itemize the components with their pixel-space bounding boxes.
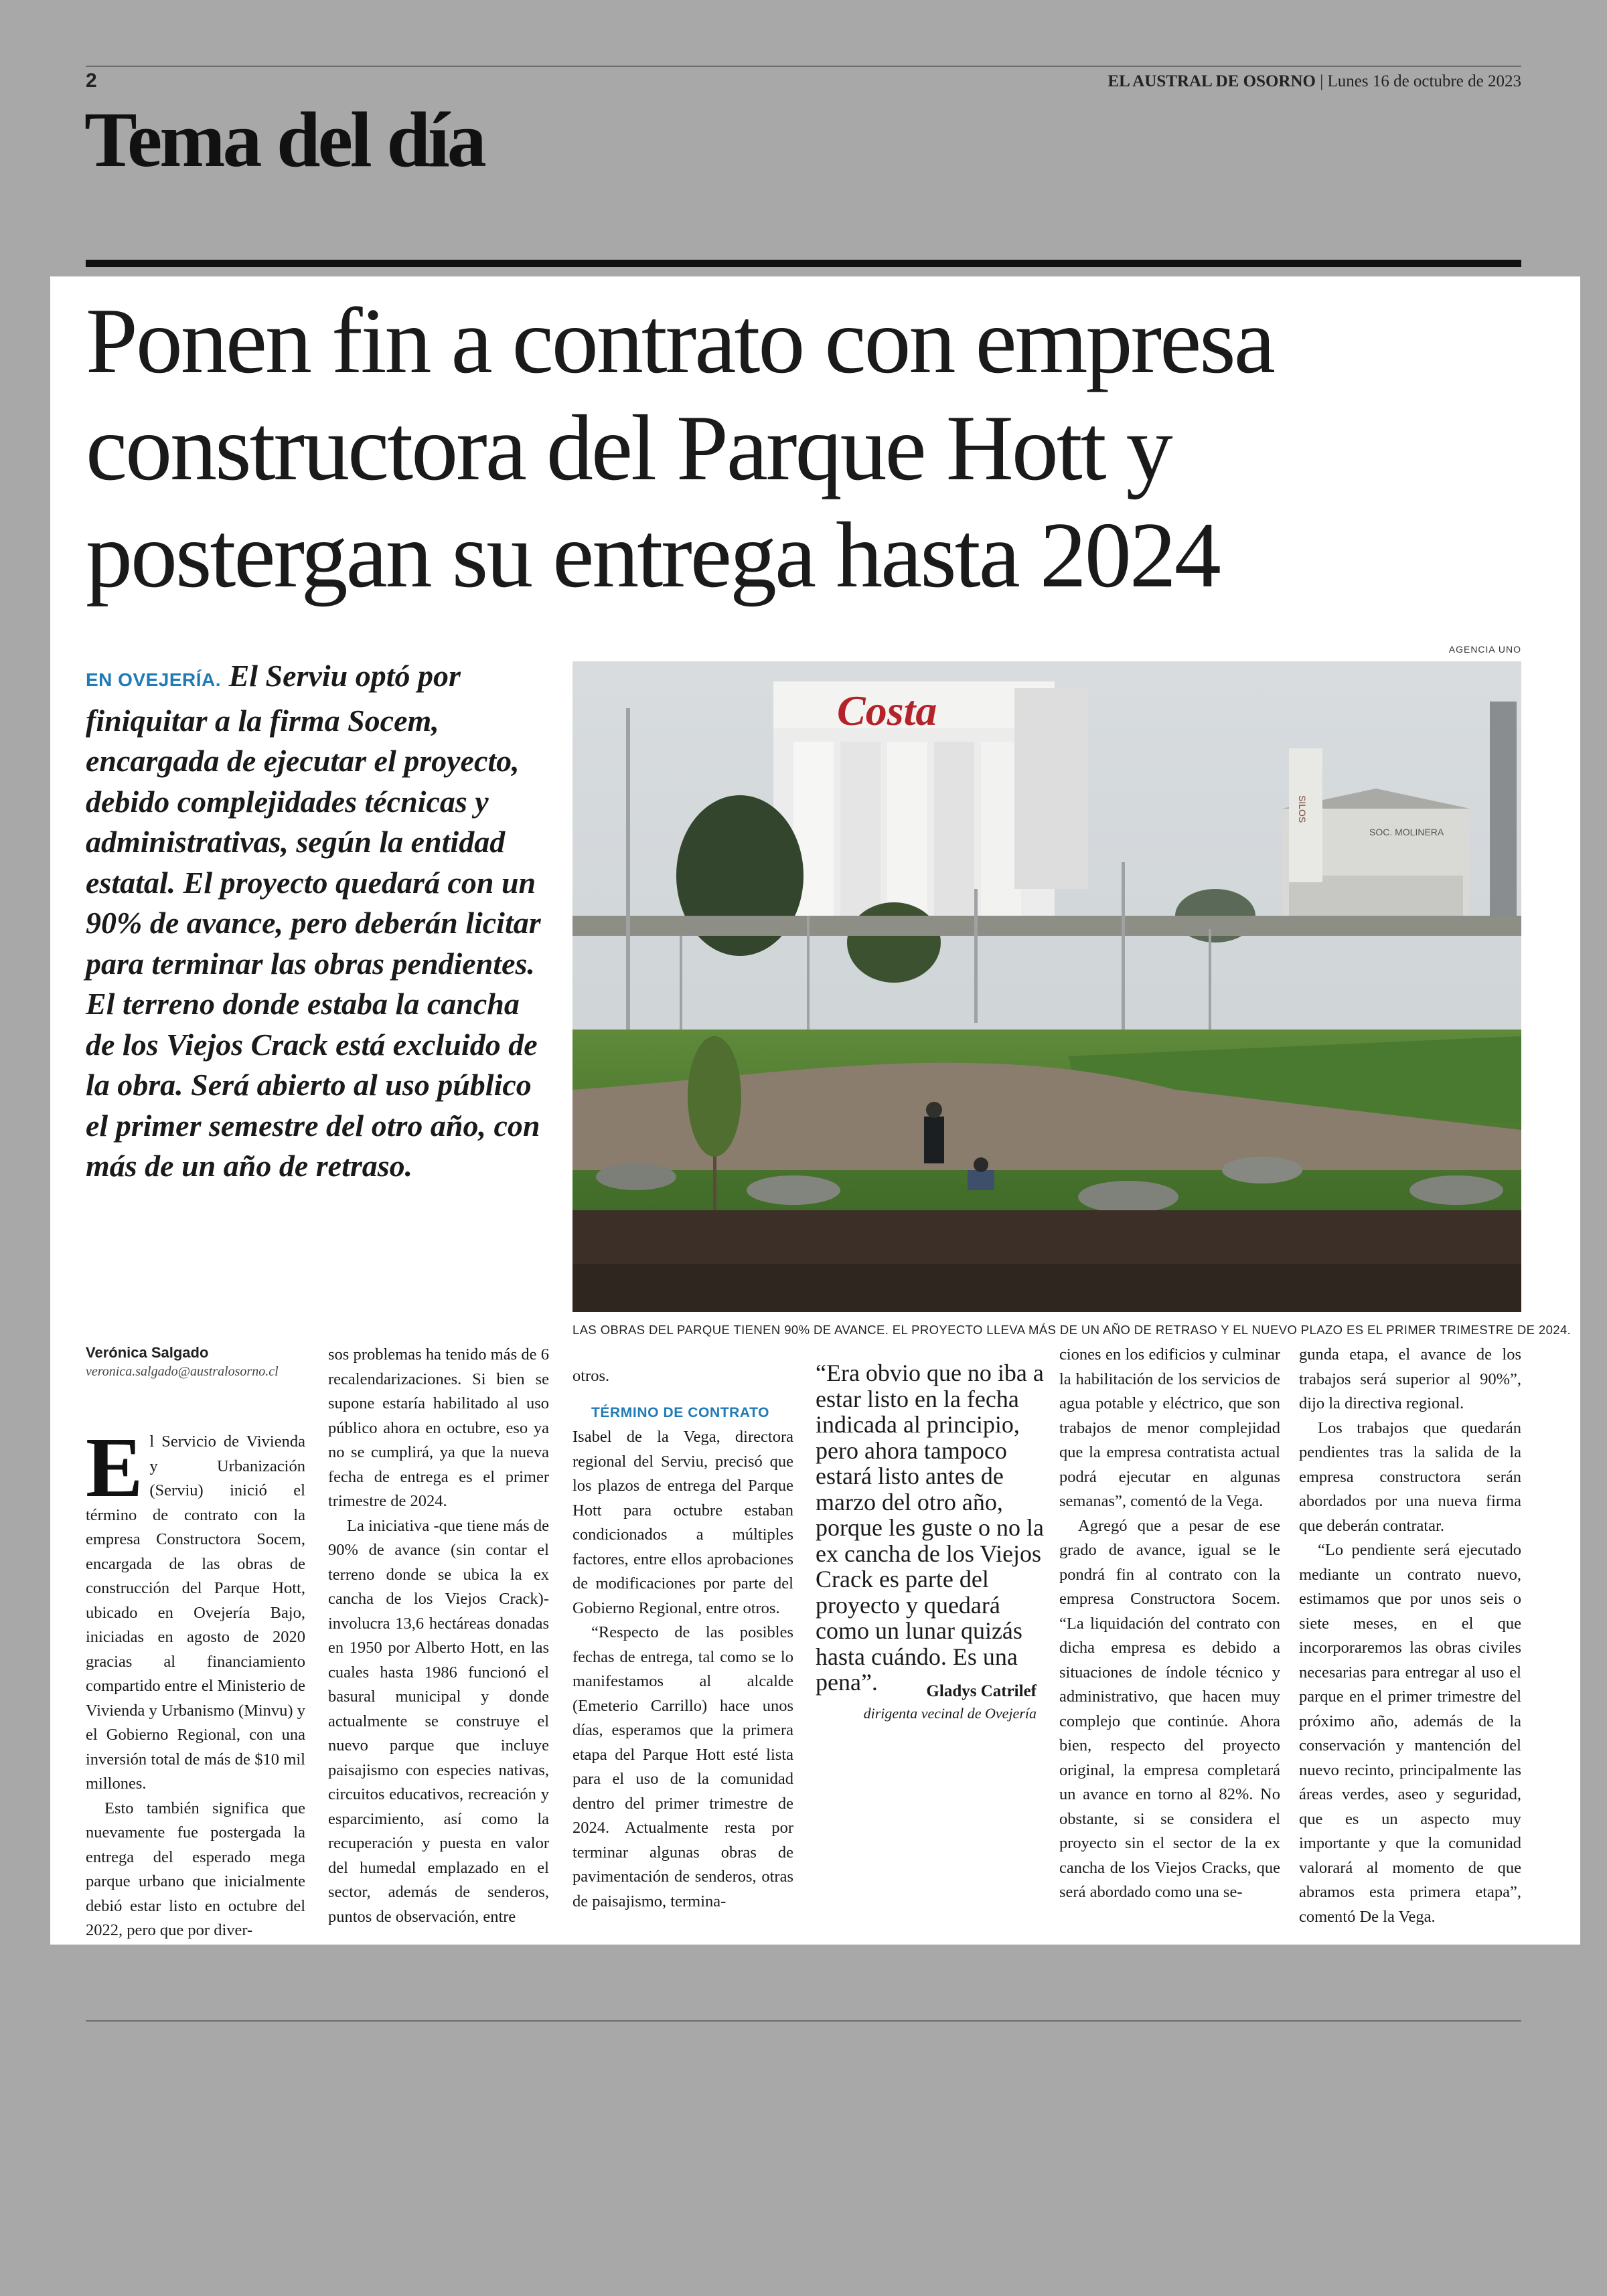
paragraph: Esto también significa que nuevamente fue postergada la entrega del esperado mega parque urbano que inicialmente debió estar listo en octubre del 2022, pero que por diver- [86, 1799, 305, 1939]
headline-line: postergan su entrega hasta 2024 [86, 503, 1219, 607]
paragraph [86, 1420, 305, 1797]
section-rule [86, 260, 1521, 267]
article-column-3 [572, 1364, 793, 1914]
section-title: Tema del día [84, 96, 484, 183]
byline [86, 1344, 307, 1380]
paragraph: “Lo pendiente será ejecutado mediante un contrato nuevo, estimamos que por unos seis o siete meses, en el que incorporaremos las obras civiles necesarias para entregar al uso el parque en el primer trimestre del próximo año, además de la conservación y mantención del nuevo recinto, principalmente las áreas verdes, aseo y seguridad, que es un aspecto muy importante y que la comunidad valorará al momento de que abramos esta primera etapa”, comentó De la Vega. [1299, 1541, 1521, 1926]
quote-attribution-name: Gladys Catrilef [926, 1682, 1037, 1700]
top-rule [86, 66, 1521, 67]
photo-caption: LAS OBRAS DEL PARQUE TIENEN 90% DE AVANCE. EL PROYECTO LLEVA MÁS DE UN AÑO DE RETRASO Y EL NUEVO PLAZO ES EL PRIMER TRIMESTRE DE 2024. [572, 1323, 1572, 1337]
costa-brand-text: Costa [837, 687, 937, 734]
paragraph: La iniciativa -que tiene más de 90% de avance (sin contar el terreno donde se ubica la ex cancha de los Viejos Crack)- involucra 13,6 hectáreas donadas en 1950 por Alberto Hott, en las cuales hasta 1986 funcionó el basural municipal y donde actualmente se construye el nuevo parque que incluye paisajismo con especies nativas, circuitos educativos, recreación y esparcimiento, así como la recuperación y puesta en valor del humedal emplazado en el sector, además de senderos, puntos de observación, entre [328, 1516, 549, 1926]
paragraph: Los trabajos que quedarán pendientes tras la salida de la empresa constructora serán abordados por una nueva firma que deberán contratar. [1299, 1418, 1521, 1535]
quote-attribution-role: dirigenta vecinal de Ovejería [863, 1705, 1037, 1722]
article-column-1 [86, 1420, 305, 1943]
masthead [1107, 72, 1521, 91]
paragraph: ciones en los edificios y culminar la habilitación de los servicios de agua potable y eléctrico, que son trabajos de menor complejidad que la empresa contratista actual podrá ejecutar en algunas semanas”, comentó de la Vega. [1059, 1345, 1280, 1510]
article-column-4 [1059, 1343, 1280, 1905]
paragraph-text: l Servicio de Vivienda y Urbanización (Serviu) inició el término de contrato con la empresa Constructora Socem, encargada de las obras de construcción del Parque Hott, ubicado en Ovejería Bajo, iniciadas en agosto de 2020 gracias al financiamiento compartido entre el Ministerio de Vivienda y Urbanismo (Minvu) y el Gobierno Regional, con una inversión total de más de $10 mil millones. [86, 1432, 305, 1793]
lead-text: El Serviu optó por finiquitar a la firma Socem, encargada de ejecutar el proyecto, debido complejidades técnicas y administrativas, según la entidad estatal. El proyecto quedará con un 90% de avance, pero deberán licitar para terminar las obras pendientes. El terreno donde estaba la cancha de los Viejos Crack está excluido de la obra. Será abierto al uso público el primer semestre del otro año, con más de un año de retraso. [86, 659, 541, 1183]
paragraph: “Respecto de las posibles fechas de entrega, tal como se lo manifestamos al alcalde (Emeterio Carrillo) hace unos días, esperamos que la primera etapa del Parque Hott esté lista para el uso de la comunidad dentro del primer trimestre de 2024. Actualmente resta por terminar algunas obras de pavimentación de senderos, otras de paisajismo, termina- [572, 1623, 793, 1910]
paragraph: otros. [572, 1367, 610, 1385]
lead-paragraph [86, 656, 548, 1187]
article-column-5 [1299, 1343, 1521, 1929]
bottom-rule [86, 2020, 1521, 2022]
issue-date: | Lunes 16 de octubre de 2023 [1320, 72, 1521, 90]
paragraph: Isabel de la Vega, directora regional del Serviu, precisó que los plazos de entrega del Parque Hott para octubre estaban condicionados a múltiples factores, entre ellos aprobaciones de modificaciones por parte del Gobierno Regional, entre otros. [572, 1428, 793, 1617]
drop-cap: E [86, 1420, 143, 1515]
paragraph: Agregó que a pesar de ese grado de avance, igual se le pondrá fin al contrato con la empresa Constructora Socem. “La liquidación del contrato con dicha empresa es debido a situaciones de índole técnico y administrativo, que hacen muy complejo que continúe. Ahora bien, respecto del proyecto original, la empresa completará un avance en torno al 82%. No obstante, si se considera el proyecto sin el sector de la ex cancha de los Viejos Cracks, que será abordado como una se- [1059, 1516, 1280, 1901]
pull-quote: “Era obvio que no iba a estar listo en la fecha indicada al principio, pero ahora tampoco estará listo antes de marzo del otro año, porque les guste o no la ex cancha de los Viejos Crack es parte del proyecto y quedará como un lunar quizás hasta cuándo. Es una pena”. [816, 1360, 1044, 1696]
lead-tag: EN OVEJERÍA. [86, 669, 222, 690]
park-photo [572, 661, 1521, 1312]
author-email: veronica.salgado@australosorno.cl [86, 1364, 279, 1379]
author-name: Verónica Salgado [86, 1344, 209, 1361]
headline-line: Ponen fin a contrato con empresa [86, 289, 1274, 393]
subheading: TÉRMINO DE CONTRATO [591, 1404, 770, 1420]
headline-line: constructora del Parque Hott y [86, 396, 1171, 500]
newspaper-name: EL AUSTRAL DE OSORNO [1107, 72, 1316, 90]
silos-sign: SILOS [1297, 795, 1308, 823]
headline [86, 288, 1539, 609]
park-construction-image [572, 661, 1521, 1312]
paragraph: sos problemas ha tenido más de 6 recalendarizaciones. Si bien se supone estaría habilitado al uso público ahora en octubre, eso ya no se cumplirá, ya que la nueva fecha de entrega es el primer trimestre de 2024. [328, 1345, 549, 1510]
costa-sign [837, 687, 937, 734]
paragraph: gunda etapa, el avance de los trabajos será superior al 90%”, dijo la directiva regional. [1299, 1345, 1521, 1412]
article-column-2 [328, 1343, 549, 1929]
photo-credit: AGENCIA UNO [1448, 644, 1521, 655]
page-number: 2 [86, 70, 97, 92]
mill-sign: SOC. MOLINERA [1369, 827, 1444, 837]
